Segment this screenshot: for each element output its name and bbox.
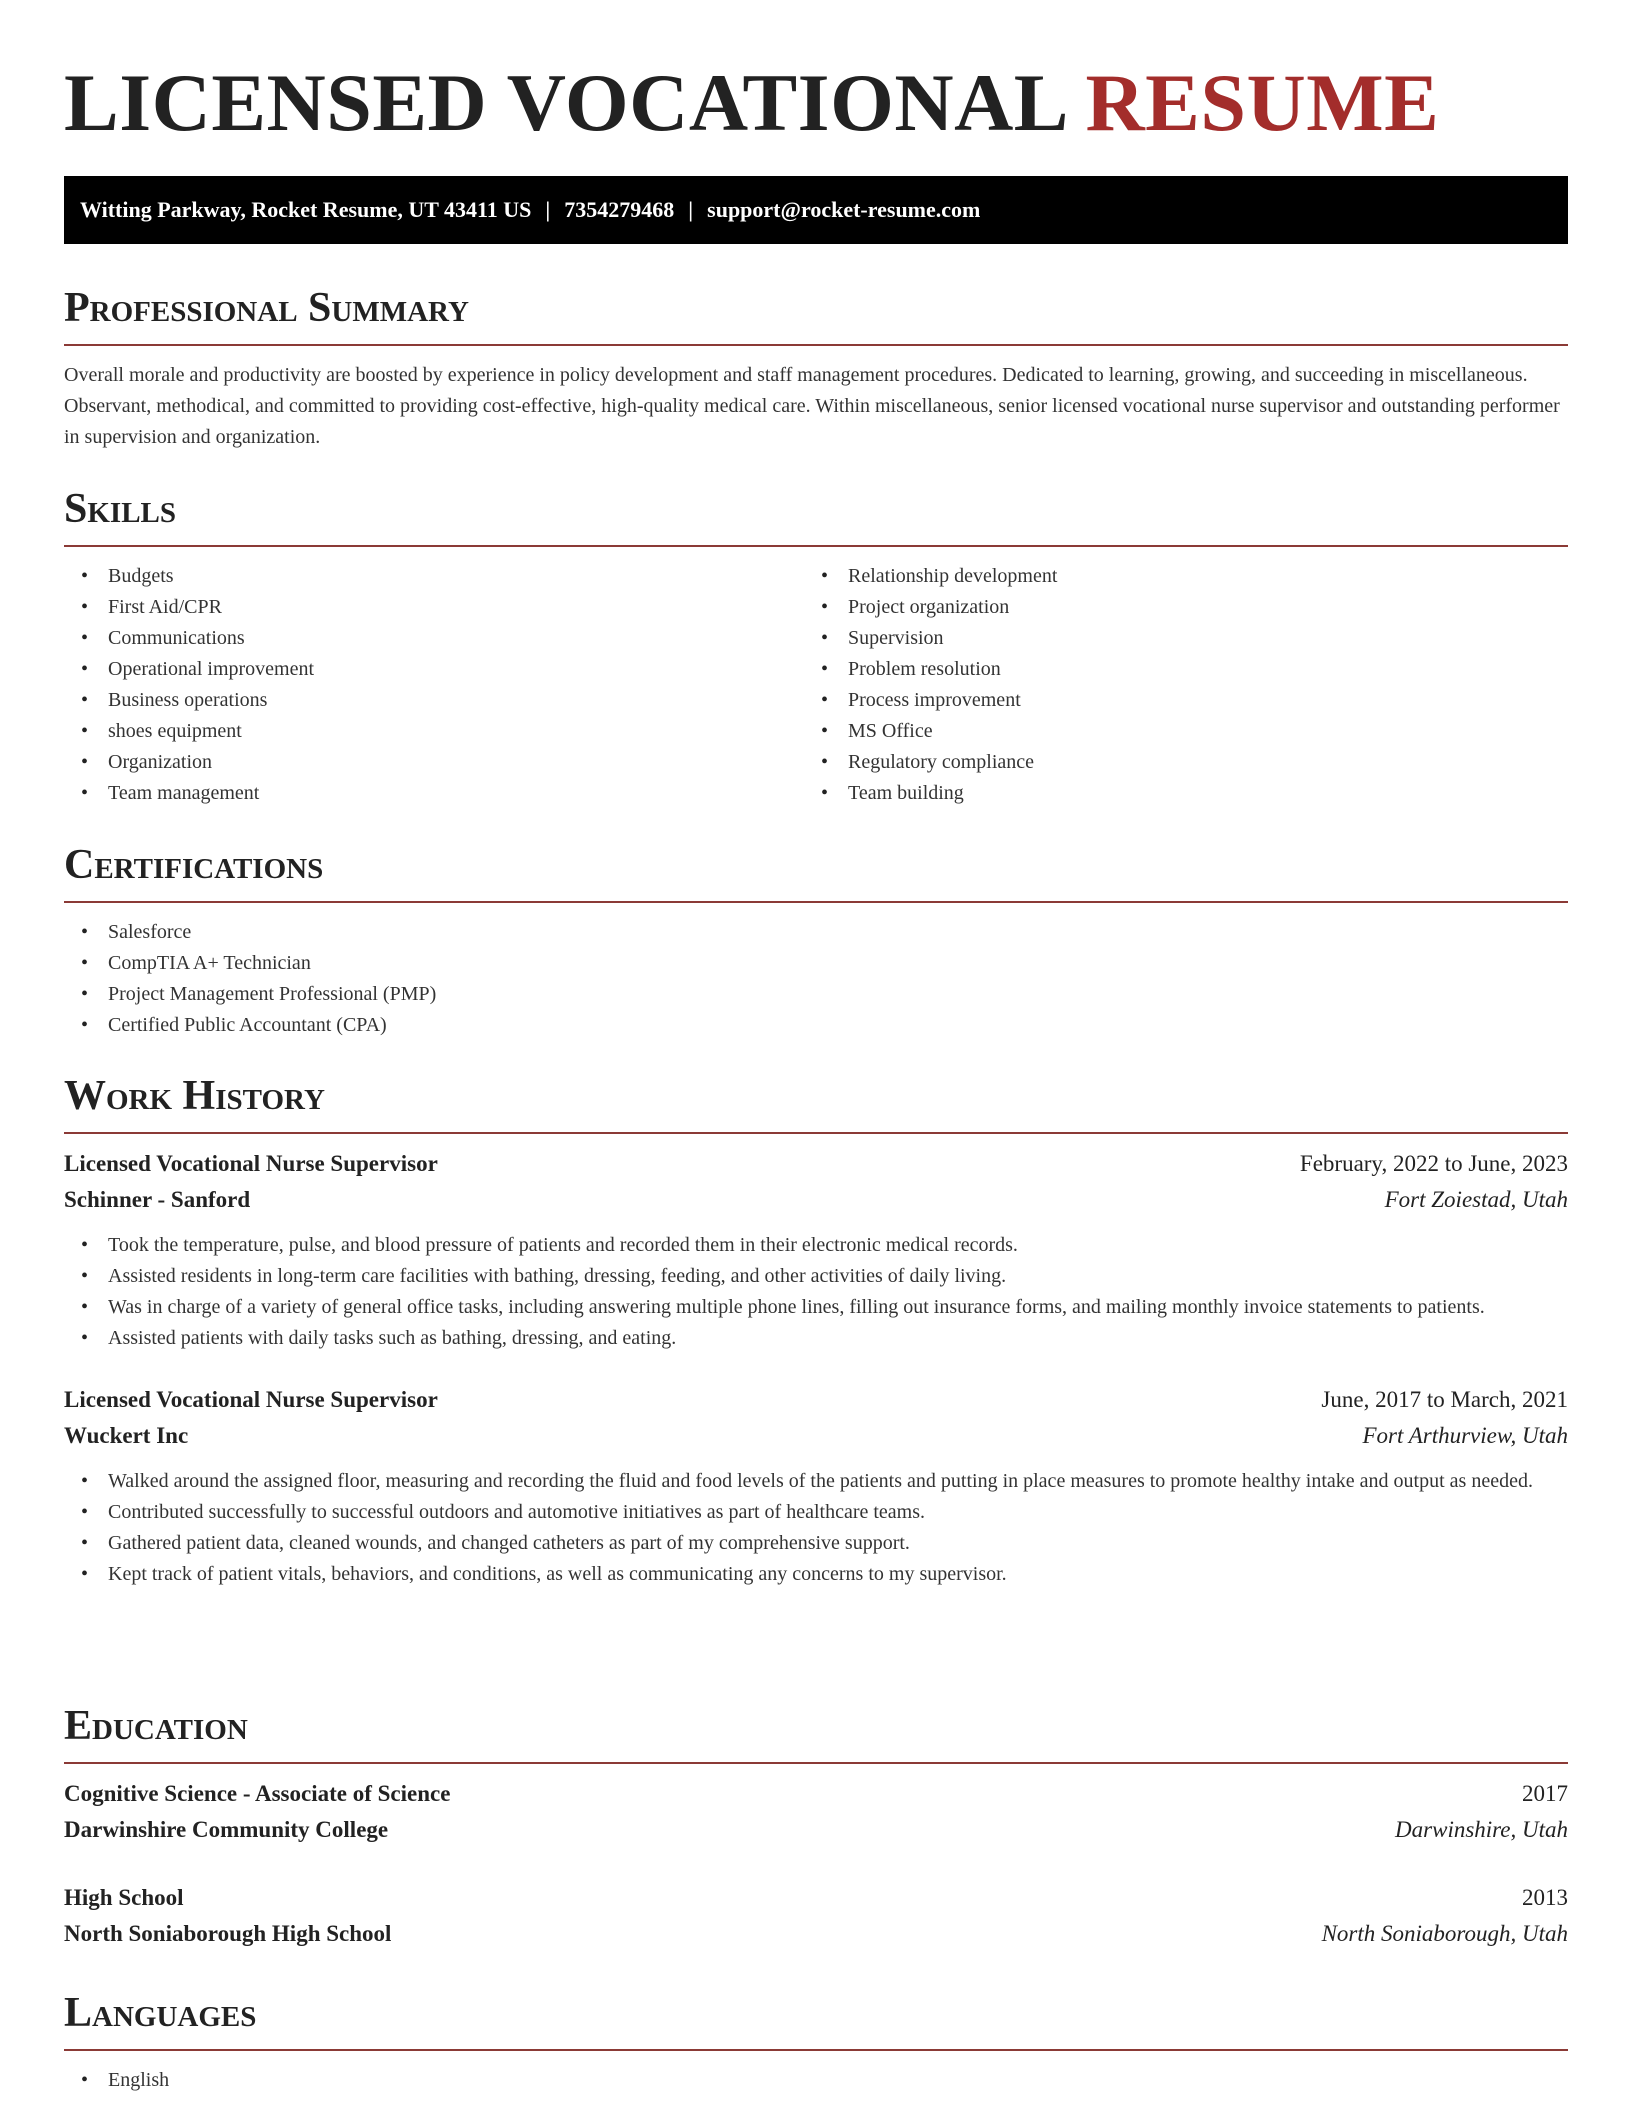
skills-column-right bbox=[804, 561, 1544, 809]
education-heading: Education bbox=[64, 1700, 1568, 1764]
job-bullet: • Assisted patients with daily tasks such as bathing, dressing, and eating. bbox=[64, 1323, 1568, 1354]
job-entry bbox=[64, 1382, 1568, 1590]
job-bullet: • Gathered patient data, cleaned wounds, and changed catheters as part of my comprehensive support. bbox=[64, 1528, 1568, 1559]
skills-section bbox=[64, 483, 1568, 809]
certification-item: • Certified Public Accountant (CPA) bbox=[64, 1010, 1568, 1041]
skill-item: • Team management bbox=[64, 778, 804, 809]
education-location: North Soniaborough, Utah bbox=[1321, 1921, 1568, 1946]
job-title: Licensed Vocational Nurse Supervisor bbox=[64, 1151, 438, 1176]
job-location: Fort Arthurview, Utah bbox=[1362, 1423, 1568, 1448]
job-bullet: • Contributed successfully to successful outdoors and automotive initiatives as part of healthcare teams. bbox=[64, 1497, 1568, 1528]
job-dates: February, 2022 to June, 2023 bbox=[1299, 1151, 1568, 1176]
education-degree: Cognitive Science - Associate of Science bbox=[64, 1781, 451, 1806]
summary-heading: Professional Summary bbox=[64, 282, 1568, 346]
job-title-row bbox=[64, 1382, 1568, 1418]
education-school: North Soniaborough High School bbox=[64, 1921, 392, 1946]
skill-item: • First Aid/CPR bbox=[64, 592, 804, 623]
job-title-row bbox=[64, 1146, 1568, 1182]
contact-email[interactable]: support@rocket-resume.com bbox=[707, 197, 981, 222]
certification-item: • CompTIA A+ Technician bbox=[64, 948, 1568, 979]
job-location: Fort Zoiestad, Utah bbox=[1384, 1187, 1568, 1212]
skills-heading: Skills bbox=[64, 483, 1568, 547]
job-bullet: • Took the temperature, pulse, and blood pressure of patients and recorded them in their electronic medical records. bbox=[64, 1230, 1568, 1261]
summary-text: Overall morale and productivity are boosted by experience in policy development and staff management procedures. Dedicated to learning, growing, and succeeding in miscellaneous. Observant, methodical, and committed to providing cost-effective, high-quality medical care. Within miscellaneous, senior licensed vocational nurse supervisor and outstanding performer in supervision and organization. bbox=[64, 364, 1560, 448]
languages-section bbox=[64, 1987, 1568, 2096]
skill-item: • Budgets bbox=[64, 561, 804, 592]
certification-item: • Project Management Professional (PMP) bbox=[64, 979, 1568, 1010]
contact-separator: | bbox=[545, 197, 551, 222]
skill-item: • Project organization bbox=[804, 592, 1544, 623]
contact-address: Witting Parkway, Rocket Resume, UT 43411 US bbox=[80, 197, 532, 222]
education-school-row bbox=[64, 1916, 1568, 1952]
skill-item: • Operational improvement bbox=[64, 654, 804, 685]
education-degree-row bbox=[64, 1880, 1568, 1916]
certifications-section bbox=[64, 839, 1568, 1041]
work-section bbox=[64, 1070, 1568, 1590]
education-year: 2017 bbox=[1522, 1781, 1568, 1806]
education-entry bbox=[64, 1776, 1568, 1848]
skill-item: • shoes equipment bbox=[64, 716, 804, 747]
skills-columns bbox=[64, 561, 1568, 809]
job-bullet: • Was in charge of a variety of general office tasks, including answering multiple phone lines, filling out insurance forms, and mailing monthly invoice statements to patients. bbox=[64, 1292, 1568, 1323]
education-entry bbox=[64, 1880, 1568, 1952]
education-school: Darwinshire Community College bbox=[64, 1817, 389, 1842]
job-bullet: • Walked around the assigned floor, measuring and recording the fluid and food levels of the patients and putting in place measures to promote healthy intake and output as needed. bbox=[64, 1466, 1568, 1497]
skill-item: • Problem resolution bbox=[804, 654, 1544, 685]
job-company: Schinner - Sanford bbox=[64, 1187, 251, 1212]
job-company: Wuckert Inc bbox=[64, 1423, 189, 1448]
job-bullet: • Assisted residents in long-term care facilities with bathing, dressing, feeding, and other activities of daily living. bbox=[64, 1261, 1568, 1292]
work-heading: Work History bbox=[64, 1070, 1568, 1134]
title-accent: RESUME bbox=[1085, 57, 1440, 148]
skill-item: • Relationship development bbox=[804, 561, 1544, 592]
job-bullet: • Kept track of patient vitals, behaviors, and conditions, as well as communicating any concerns to my supervisor. bbox=[64, 1559, 1568, 1590]
skill-item: • Process improvement bbox=[804, 685, 1544, 716]
job-company-row bbox=[64, 1182, 1568, 1218]
summary-section bbox=[64, 282, 1568, 453]
job-title: Licensed Vocational Nurse Supervisor bbox=[64, 1387, 438, 1412]
job-dates: June, 2017 to March, 2021 bbox=[1321, 1387, 1568, 1412]
language-item: • English bbox=[64, 2065, 1568, 2096]
job-entry bbox=[64, 1146, 1568, 1354]
title-main: LICENSED VOCATIONAL bbox=[64, 57, 1065, 148]
skills-column-left bbox=[64, 561, 804, 809]
education-degree-row bbox=[64, 1776, 1568, 1812]
education-location: Darwinshire, Utah bbox=[1395, 1817, 1568, 1842]
skill-item: • Business operations bbox=[64, 685, 804, 716]
contact-phone[interactable]: 7354279468 bbox=[564, 197, 675, 222]
job-company-row bbox=[64, 1418, 1568, 1454]
skill-item: • Communications bbox=[64, 623, 804, 654]
skill-item: • Organization bbox=[64, 747, 804, 778]
skill-item: • Team building bbox=[804, 778, 1544, 809]
certification-item: • Salesforce bbox=[64, 917, 1568, 948]
contact-separator: | bbox=[688, 197, 694, 222]
education-degree: High School bbox=[64, 1885, 184, 1910]
education-section bbox=[64, 1700, 1568, 1952]
languages-heading: Languages bbox=[64, 1987, 1568, 2051]
education-year: 2013 bbox=[1522, 1885, 1568, 1910]
skill-item: • Regulatory compliance bbox=[804, 747, 1544, 778]
resume-title bbox=[64, 0, 1568, 150]
certifications-heading: Certifications bbox=[64, 839, 1568, 903]
contact-bar bbox=[64, 176, 1568, 244]
education-school-row bbox=[64, 1812, 1568, 1848]
skill-item: • Supervision bbox=[804, 623, 1544, 654]
skill-item: • MS Office bbox=[804, 716, 1544, 747]
